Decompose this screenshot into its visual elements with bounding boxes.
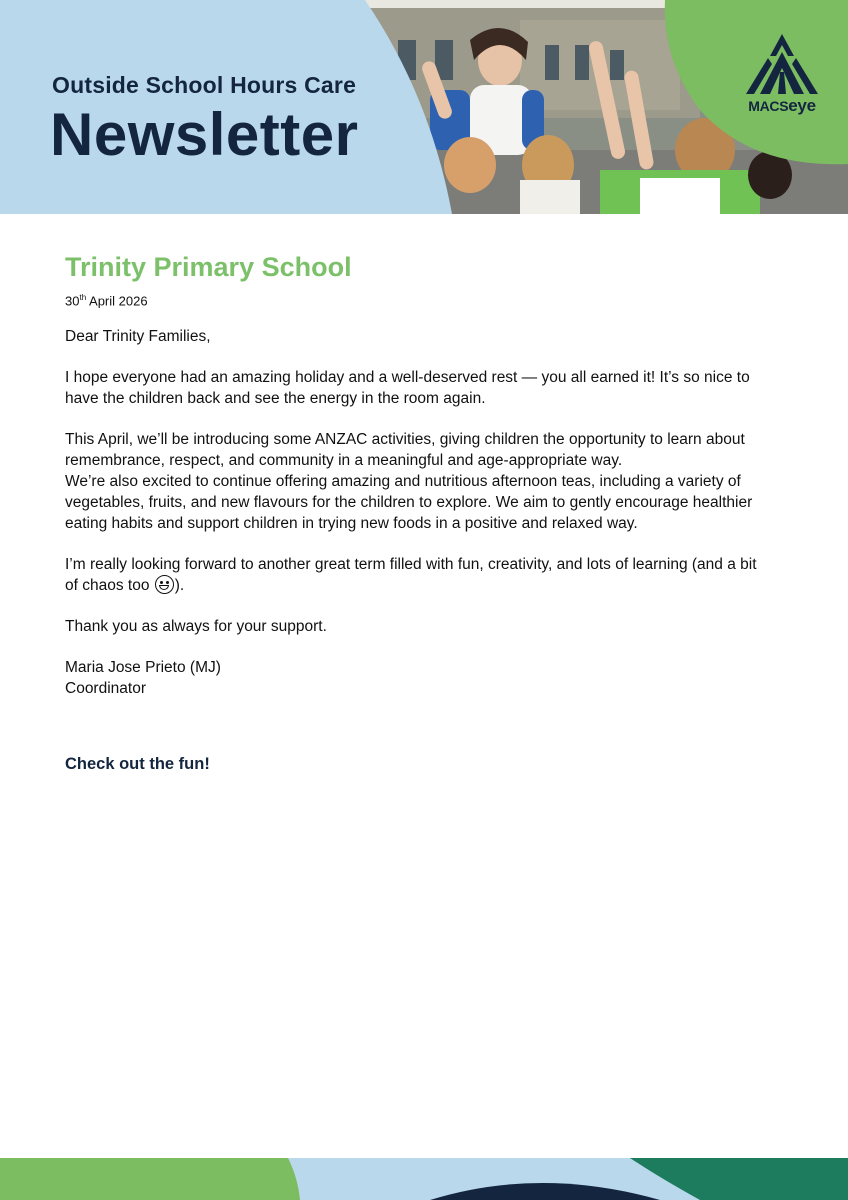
date-rest: April 2026 (86, 293, 148, 309)
check-out-heading: Check out the fun! (65, 755, 210, 774)
footer-banner-graphic (0, 1158, 848, 1200)
greeting: Dear Trinity Families, (65, 328, 211, 346)
logo-text-prefix: MACS (748, 98, 789, 114)
logo-text-suffix: eye (788, 96, 816, 115)
signature-name: Maria Jose Prieto (MJ) (65, 659, 221, 677)
footer-banner (0, 1158, 848, 1200)
thanks-line: Thank you as always for your support. (65, 618, 327, 636)
date-day: 30 (65, 293, 80, 309)
paragraph-term-text: I’m really looking forward to another great term filled with fun, creativity, and lots of learning (and a bit of chaos too (65, 556, 757, 595)
letter-date (65, 290, 765, 309)
newsletter-header (0, 0, 848, 214)
letter-content (65, 250, 765, 775)
paragraph-afternoon-teas: We’re also excited to continue offering amazing and nutritious afternoon teas, including a variety of vegetables, fruits, and new flavours for the children to explore. We aim to gently encourage healthier eating habits and support children in trying new foods in a positive and relaxed way. (65, 473, 753, 533)
macs-eye-logo-icon (740, 32, 824, 96)
paragraph-term (65, 554, 765, 596)
paragraph-holiday: I hope everyone had an amazing holiday and a well-deserved rest — you all earned it! It’s so nice to have the children back and see the energy in the room again. (65, 369, 750, 408)
paragraph-term-end: ). (174, 577, 185, 595)
school-name: Trinity Primary School (65, 252, 352, 282)
macs-eye-logo (740, 32, 824, 120)
grinning-face-icon (155, 575, 174, 594)
date-suffix: th (79, 293, 87, 302)
signature-role: Coordinator (65, 680, 146, 698)
header-title: Newsletter (50, 101, 359, 168)
logo-wordmark (740, 96, 824, 116)
paragraph-anzac: This April, we’ll be introducing some ANZAC activities, giving children the opportunity to learn about remembrance, respect, and community in a meaningful and age-appropriate way. (65, 431, 745, 470)
header-subtitle: Outside School Hours Care (52, 72, 357, 98)
